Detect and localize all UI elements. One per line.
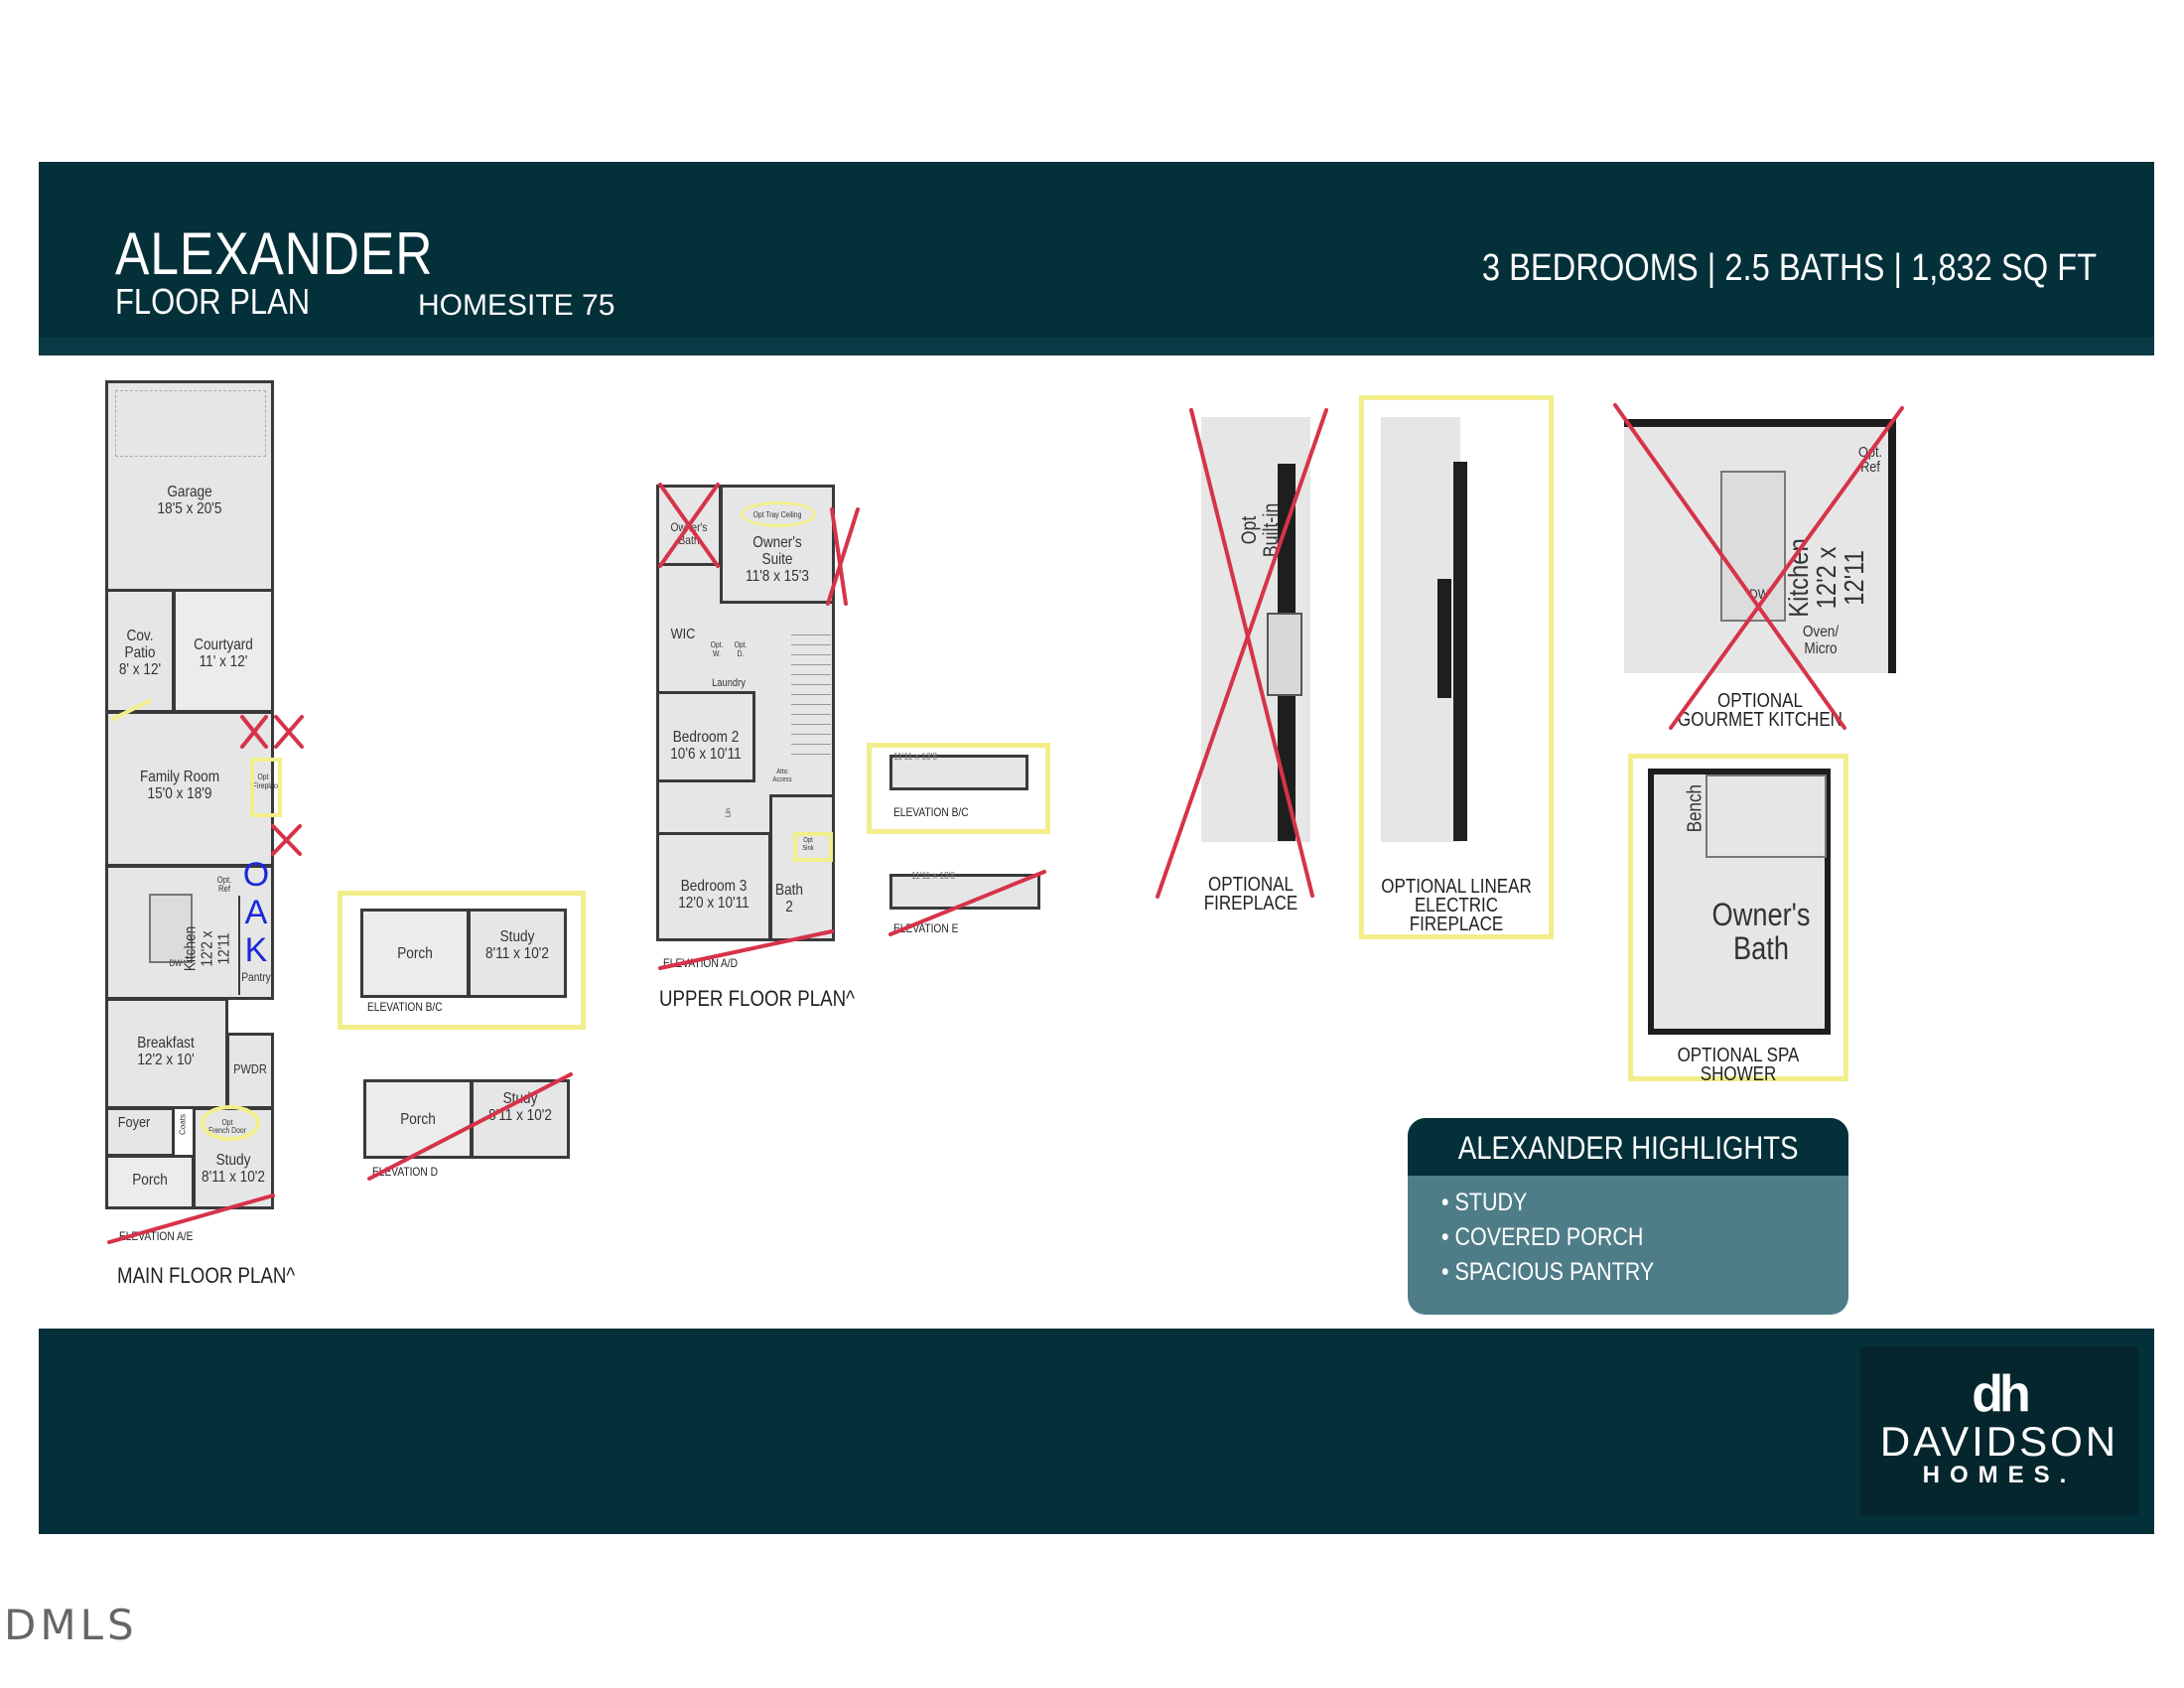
opt-fireplace-label: Opt Fireplace — [252, 773, 281, 790]
breakfast-label: Breakfast 12'2 x 10' — [137, 1035, 195, 1068]
patio-door-mark — [111, 700, 151, 720]
opt-french-door-oval — [203, 1107, 258, 1139]
porch-label: Porch — [132, 1172, 168, 1189]
highlight-item: • SPACIOUS PANTRY — [1441, 1255, 1792, 1290]
dw-label: DW — [169, 958, 183, 968]
oak-letter-k: K — [244, 931, 268, 969]
kitchen-label: Kitchen 12'2 x 12'11 — [182, 925, 233, 972]
opt-fireplace-box — [252, 760, 280, 815]
logo-name: DAVIDSON — [1879, 1418, 2119, 1465]
main-elevation-label: ELEVATION A/E — [119, 1229, 194, 1243]
highlights-list — [1441, 1186, 1848, 1290]
footer-band — [39, 1329, 2154, 1534]
builtin-label: Opt Built-in — [1238, 502, 1283, 558]
plan-title: ALEXANDER — [115, 220, 434, 287]
fireplace-cross-a — [1191, 410, 1312, 896]
elev-d-strike — [369, 1074, 571, 1179]
main-elevation-strike — [109, 1196, 273, 1242]
mls-watermark: DMLS — [4, 1601, 138, 1649]
study-label: Study 8'11 x 10'2 — [202, 1152, 265, 1186]
spa-bath-label: Owner's Bath — [1711, 897, 1811, 966]
gourmet-kitchen-label: OPTIONAL GOURMET KITCHEN — [1678, 690, 1843, 731]
bedroom2-label: Bedroom 2 10'6 x 10'11 — [670, 729, 742, 763]
opt-tray-label: Opt Tray Ceiling — [752, 510, 802, 519]
elev-d-study-label: Study 8'11 x 10'2 — [488, 1090, 552, 1124]
opt-sink-label: Opt Sink — [802, 837, 814, 852]
highlight-item: • STUDY — [1441, 1186, 1792, 1220]
garage-label: Garage 18'5 x 20'5 — [157, 484, 222, 517]
bath2-label: Bath 2 — [775, 882, 803, 915]
upper-elevation-strike — [660, 931, 832, 968]
plan-subtitle: FLOOR PLAN — [115, 281, 311, 322]
fireplace-cross-b — [1158, 410, 1326, 897]
wic-label: WIC — [670, 626, 696, 642]
bedroom3-label: Bedroom 3 12'0 x 10'11 — [678, 878, 750, 912]
laundry-label: Laundry — [712, 677, 746, 689]
homesite-label: HOMESITE 75 — [418, 289, 615, 322]
cov-patio-label: Cov. Patio 8' x 12' — [118, 628, 162, 678]
foyer-label: Foyer — [117, 1114, 151, 1131]
gourmet-cross-b — [1671, 408, 1902, 728]
upper-elevation-label: ELEVATION A/D — [663, 956, 739, 970]
elev-d-label: ELEVATION D — [372, 1165, 438, 1179]
elev-bc-label: ELEVATION B/C — [367, 1000, 443, 1014]
highlights-card — [1408, 1118, 1848, 1315]
oak-letter-o: O — [242, 856, 270, 894]
logo-homes: HOMES. — [1922, 1462, 2077, 1488]
main-floor-caption: MAIN FLOOR PLAN^ — [117, 1263, 296, 1288]
family-room-label: Family Room 15'0 x 18'9 — [139, 769, 220, 802]
gourmet-dw-label: DW — [1749, 586, 1769, 602]
plan-stats: 3 BEDROOMS | 2.5 BATHS | 1,832 SQ FT — [1481, 247, 2097, 289]
opt-d-label: Opt. D. — [734, 640, 748, 658]
owners-bath-label: Owner's Bath — [670, 520, 708, 547]
spa-bench-label: Bench — [1684, 784, 1706, 833]
gourmet-opt-ref-label: Opt. Ref — [1857, 444, 1883, 476]
opt-ref-label: Opt. Ref — [216, 875, 232, 894]
pantry-label: Pantry — [241, 970, 271, 984]
highlights-header — [1408, 1118, 1848, 1176]
gourmet-cross-a — [1615, 405, 1844, 728]
attic-label: Attic Access — [772, 769, 792, 783]
linear-fireplace-label: OPTIONAL LINEAR ELECTRIC FIREPLACE — [1381, 876, 1532, 935]
linen-label: Lin — [725, 807, 733, 818]
upper-elev-bc-label: ELEVATION B/C — [893, 805, 969, 819]
opt-french-door-label: Opt French Door — [208, 1118, 246, 1135]
davidson-homes-logo — [1860, 1346, 2138, 1515]
pwdr-label: PWDR — [233, 1061, 267, 1076]
logo-mark-icon: dh — [1972, 1365, 2027, 1423]
upper-elev-bc-dim: 11'11 x 13'8 — [893, 752, 938, 763]
owners-suite-label: Owner's Suite 11'8 x 15'3 — [746, 534, 809, 585]
upper-elev-e-label: ELEVATION E — [893, 921, 959, 935]
gourmet-oven-label: Oven/ Micro — [1802, 624, 1840, 657]
elev-bc-study-label: Study 8'11 x 10'2 — [485, 928, 549, 962]
elev-bc-porch-label: Porch — [397, 945, 433, 962]
elev-d-porch-label: Porch — [400, 1111, 436, 1128]
courtyard-label: Courtyard 11' x 12' — [194, 636, 253, 670]
upper-floor-caption: UPPER FLOOR PLAN^ — [659, 986, 855, 1011]
oak-letter-a: A — [244, 894, 268, 931]
optional-fireplace-label: OPTIONAL FIREPLACE — [1203, 874, 1298, 914]
upper-elev-e-dim: 11'11 x 13'8 — [911, 871, 956, 882]
coats-label: Coats — [178, 1114, 188, 1135]
highlights-title: ALEXANDER HIGHLIGHTS — [1457, 1130, 1799, 1166]
gourmet-kitchen-room-label: Kitchen 12'2 x 12'11 — [1783, 538, 1869, 618]
opt-w-label: Opt. W. — [710, 640, 724, 658]
upper-elev-e-strike — [890, 872, 1044, 934]
spa-shower-label: OPTIONAL SPA SHOWER — [1677, 1045, 1800, 1085]
highlight-item: • COVERED PORCH — [1441, 1220, 1792, 1255]
